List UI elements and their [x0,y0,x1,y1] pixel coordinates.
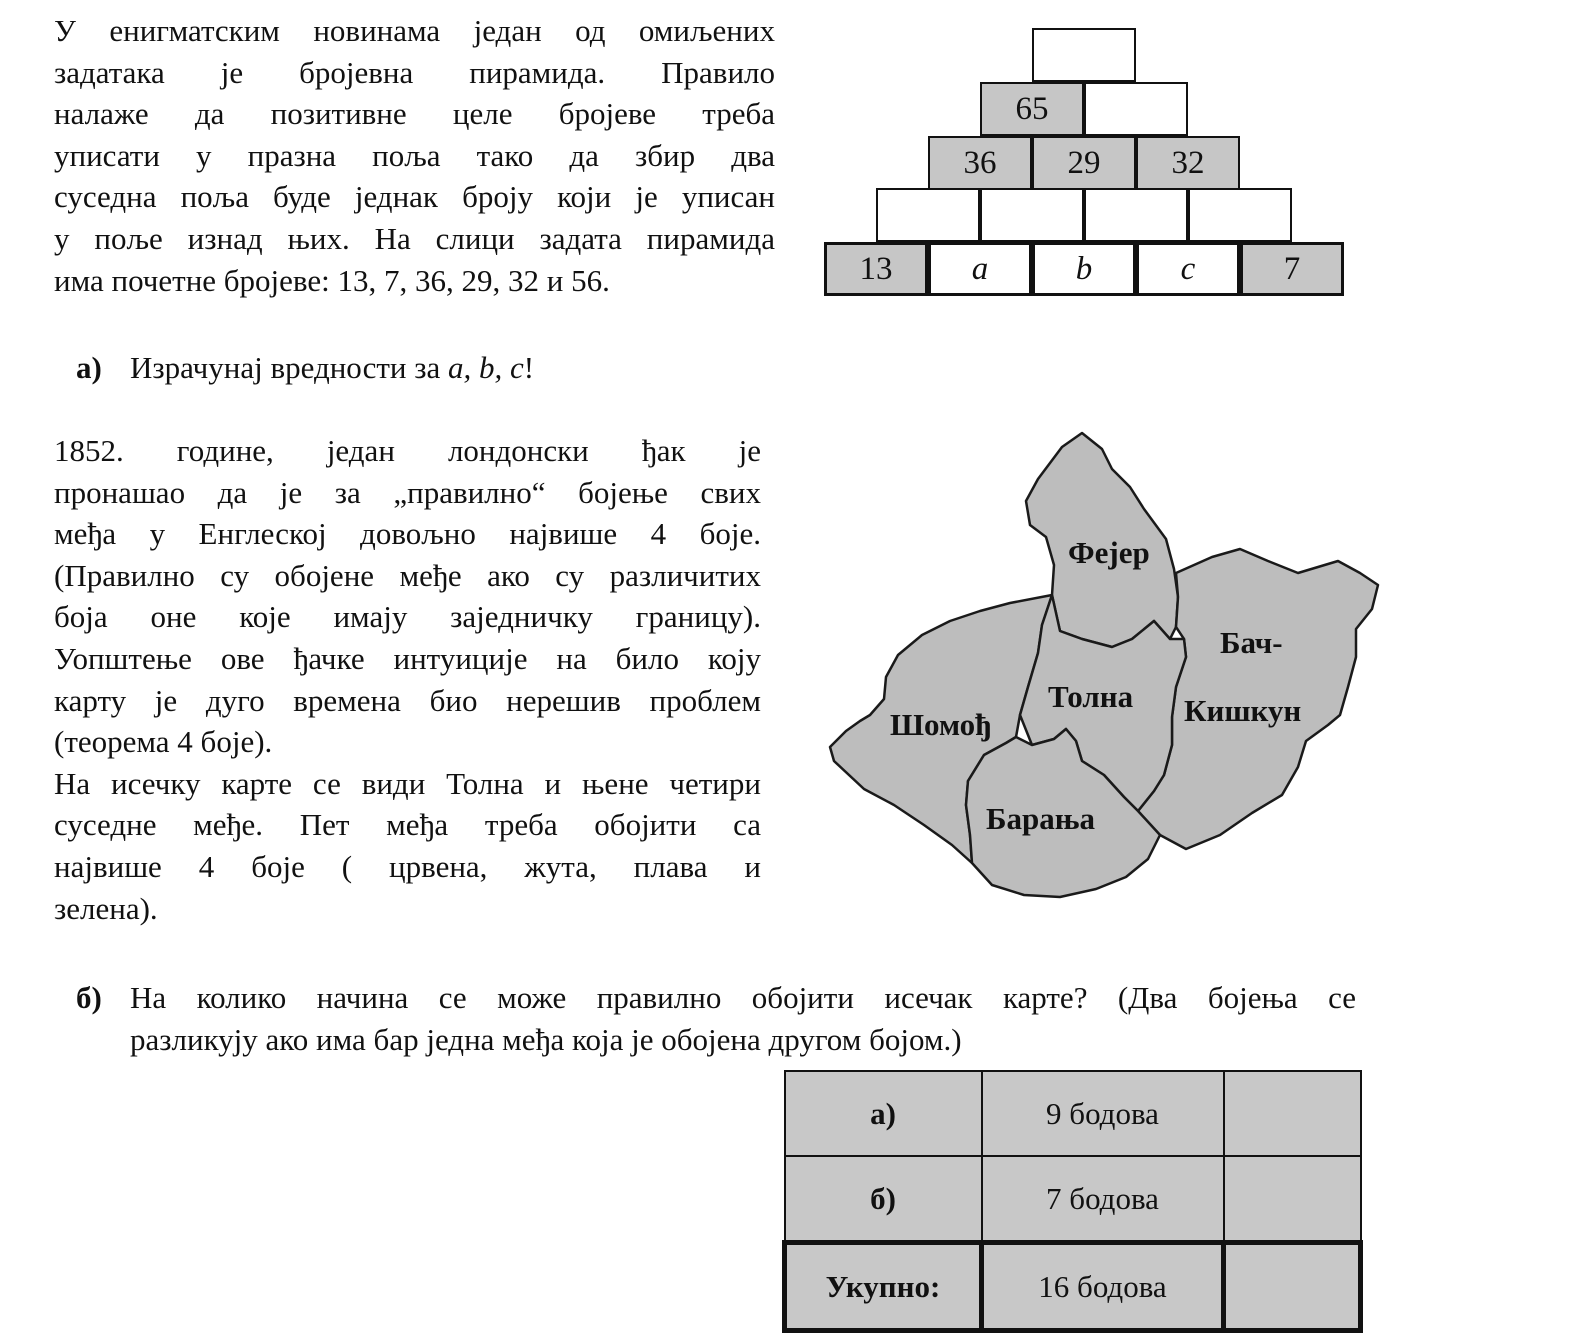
question-b-line: разликују ако има бар једна међа која је обојена другом бојом.) [130,1021,962,1057]
pyramid-cell: 29 [1032,136,1136,190]
table-row-total [785,1243,1361,1331]
question-b-line: На колико начина се може правилно обојити исечак карте? (Два бојења се [130,980,1356,1015]
four-color-paragraph [54,430,761,929]
pyramid-cell-c: c [1136,242,1240,296]
intro-line: у поље изнад њих. На слици задата пирамида [54,220,775,256]
score-points: 7 бодова [982,1156,1224,1243]
label-bacs: Бач- [1220,625,1283,660]
pyramid-cell [1188,188,1292,242]
coloring-line: највише 4 боје ( црвена, жута, плава и [54,848,761,884]
pyramid-cell: 32 [1136,136,1240,190]
pyramid-cell [1084,188,1188,242]
scoring-table [782,1070,1363,1333]
pyramid-cell-top [1032,28,1136,82]
county-map [820,425,1400,910]
score-cell-total [1224,1243,1361,1331]
intro-line: налаже да позитивне целе бројеве треба [54,96,775,132]
coloring-line: карту је дуго времена био нерешив проблем [54,682,761,718]
coloring-line: боја оне које имају заједничку границу). [54,599,761,635]
label-baranya: Барања [986,801,1095,836]
pyramid-cell [876,188,980,242]
label-fejer: Фејер [1068,535,1150,570]
question-a-end: ! [523,350,535,385]
score-part-total: Укупно: [785,1243,982,1331]
table-row [785,1156,1361,1243]
coloring-line: (теорема 4 боје). [54,724,273,760]
coloring-line: суседне међе. Пет међа треба обојити са [54,807,761,843]
question-b-label: б) [76,980,102,1015]
coloring-line: 1852. године, један лондонски ђак је [54,433,761,468]
score-part: а) [785,1071,982,1156]
score-cell [1224,1156,1361,1243]
question-a-label: а) [76,350,102,385]
table-row [785,1071,1361,1156]
coloring-line: На исечку карте се види Толна и њене четири [54,765,761,801]
score-points-total: 16 бодова [982,1243,1224,1331]
label-tolna: Толна [1048,679,1134,714]
pyramid-cell: 65 [980,82,1084,136]
intro-line: има почетне бројеве: 13, 7, 36, 29, 32 и 56. [54,262,610,298]
intro-line: уписати у празна поља тако да збир два [54,137,775,173]
coloring-line: зелена). [54,890,158,926]
intro-paragraph [54,10,775,301]
intro-line: У енигматским новинама један од омиљених [54,13,775,48]
coloring-line: међа у Енглеској довољно највише 4 боје. [54,516,761,552]
intro-line: задатака је бројевна пирамида. Правило [54,54,775,90]
map-regions [830,433,1378,897]
score-part: б) [785,1156,982,1243]
pyramid-cell-13: 13 [824,242,928,296]
intro-line: суседна поља буде једнак броју који је уписан [54,179,775,215]
label-somogy: Шомођ [890,707,992,742]
score-cell [1224,1071,1361,1156]
pyramid-cell-7: 7 [1240,242,1344,296]
label-kiskun: Кишкун [1184,693,1302,728]
pyramid-cell: 36 [928,136,1032,190]
pyramid-cell [1084,82,1188,136]
pyramid-cell [980,188,1084,242]
coloring-line: (Правилно су обојене међе ако су различитих [54,557,761,593]
question-a-vars: a, b, c [447,350,524,385]
coloring-line: пронашао да је за „правилно“ бојење свих [54,474,761,510]
score-points: 9 бодова [982,1071,1224,1156]
question-b [76,977,1356,1060]
question-a-text: Израчунај вредности за [130,350,448,385]
pyramid-cell-a: a [928,242,1032,296]
pyramid-cell-b: b [1032,242,1136,296]
question-a [76,347,534,389]
coloring-line: Уопштење ове ђачке интуиције на било коју [54,640,761,676]
